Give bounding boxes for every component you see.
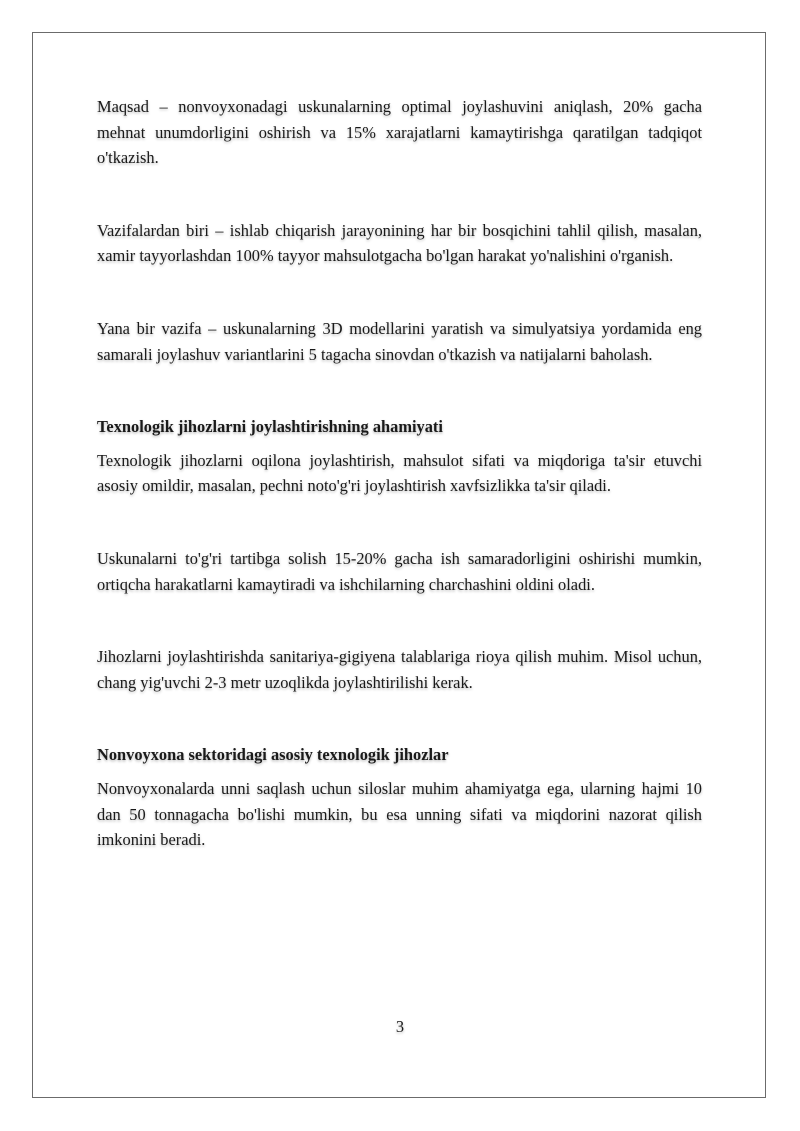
spacer	[97, 269, 702, 316]
spacer	[97, 499, 702, 546]
spacer	[97, 171, 702, 218]
paragraph-importance-1: Texnologik jihozlarni oqilona joylashtirish, mahsulot sifati va miqdoriga ta'sir etuvchi asosiy omildir, masalan, pechni noto'g'ri joylashtirish xavfsizlikka ta'sir qiladi.	[97, 450, 702, 496]
paragraph-task-2: Yana bir vazifa – uskunalarning 3D modellarini yaratish va simulyatsiya yordamida eng samarali joylashuv variantlarini 5 tagacha sinovdan o'tkazish va natijalarni baholash.	[97, 318, 702, 364]
paragraph-goal: Maqsad – nonvoyxonadagi uskunalarning optimal joylashuvini aniqlash, 20% gacha mehnat unumdorligini oshirish va 15% xarajatlarni kamaytirishga qaratilgan tadqiqot o'tkazish.	[97, 97, 702, 168]
paragraph-importance-3: Jihozlarni joylashtirishda sanitariya-gigiyena talablariga rioya qilish muhim. Misol uchun, chang yig'uvchi 2-3 metr uzoqlikda joylashtirilishi kerak.	[97, 647, 702, 692]
spacer	[97, 597, 702, 644]
section-heading-importance: Texnologik jihozlarni joylashtirishning ahamiyati	[97, 417, 443, 437]
page-number: 3	[395, 1017, 405, 1036]
spacer	[97, 768, 702, 776]
spacer	[97, 440, 702, 448]
paragraph-equipment-1: Nonvoyxonalarda unni saqlash uchun siloslar muhim ahamiyatga ega, ularning hajmi 10 dan 50 tonnagacha bo'lishi mumkin, bu esa unning sifati va miqdorini nazorat qilish imkonini beradi.	[97, 778, 702, 850]
spacer	[97, 367, 702, 414]
paragraph-importance-2: Uskunalarni to'g'ri tartibga solish 15-20% gacha ish samaradorligini oshirishi mumkin, ortiqcha harakatlarni kamaytiradi va ishchilarning charchashini oldini oladi.	[97, 548, 702, 594]
spacer	[97, 695, 702, 742]
section-heading-equipment: Nonvoyxona sektoridagi asosiy texnologik jihozlar	[97, 745, 449, 765]
paragraph-task-1: Vazifalardan biri – ishlab chiqarish jarayonining har bir bosqichini tahlil qilish, masalan, xamir tayyorlashdan 100% tayyor mahsulotgacha bo'lgan harakat yo'nalishini o'rganish.	[97, 220, 702, 266]
document-body	[97, 94, 702, 853]
